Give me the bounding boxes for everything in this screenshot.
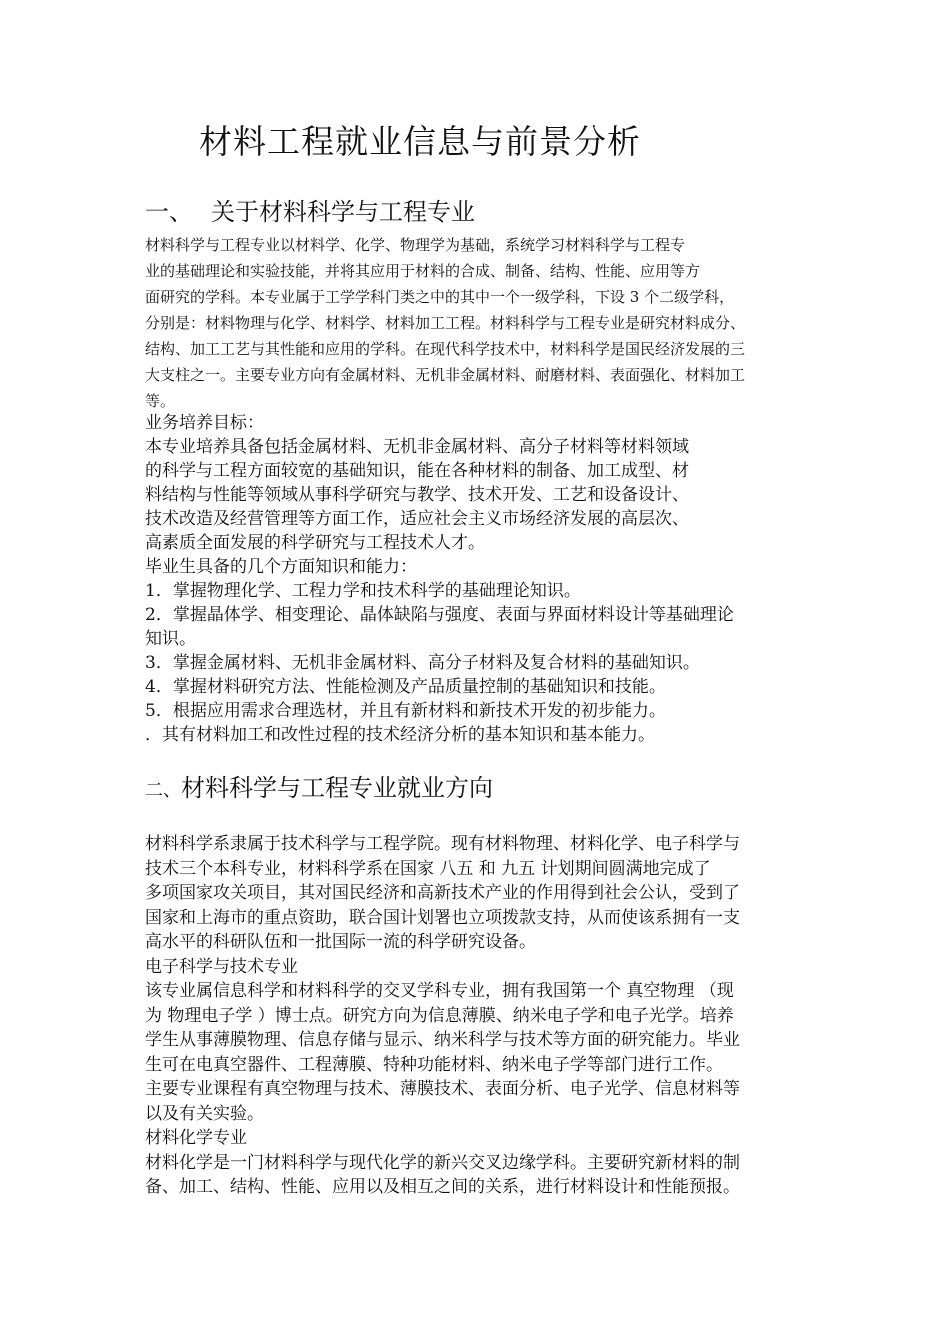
text-line: 该专业属信息科学和材料科学的交叉学科专业，拥有我国第一个 真空物理 （现 [145,981,734,1001]
text-line: 材料化学是一门材料科学与现代化学的新兴交叉边缘学科。主要研究新材料的制 [145,1152,740,1173]
list-item: 知识。 [145,629,196,649]
text-line: 材料科学系隶属于技术科学与工程学院。现有材料物理、材料化学、电子科学与 [145,834,740,854]
section-1-heading [145,192,475,227]
text-line: 材料科学与工程专业以材料学、化学、物理学为基础，系统学习材料科学与工程专 [145,236,686,254]
text-line: 本专业培养具备包括金属材料、无机非金属材料、高分子材料等材料领域 [145,437,689,457]
list-item: ．其有材料加工和改性过程的技术经济分析的基本知识和基本能力。 [145,725,655,745]
text-line: 毕业生具备的几个方面知识和能力： [145,557,417,577]
text-line: 高素质全面发展的科学研究与工程技术人才。 [145,533,485,553]
text-line: 高水平的科研队伍和一批国际一流的科学研究设备。 [145,932,536,952]
text-line: 料结构与性能等领域从事科学研究与教学、技术开发、工艺和设备设计、 [145,485,689,505]
section-2-heading [145,768,493,803]
text-line: 的科学与工程方面较宽的基础知识，能在各种材料的制备、加工成型、材 [145,461,689,481]
text-line: 多项国家攻关项目，其对国民经济和高新技术产业的作用得到社会公认，受到了 [145,883,740,903]
text-line: 分别是：材料物理与化学、材料学、材料加工工程。材料科学与工程专业是研究材料成分、 [145,314,746,332]
list-item: 4．掌握材料研究方法、性能检测及产品质量控制的基础知识和技能。 [145,677,666,697]
subheading-materials-chemistry: 材料化学专业 [145,1128,247,1148]
list-item: 1．掌握物理化学、工程力学和技术科学的基础理论知识。 [145,581,581,601]
subheading-electronic-science: 电子科学与技术专业 [145,956,298,977]
document-title: 材料工程就业信息与前景分析 [199,122,641,161]
training-goals [145,411,825,747]
text-line: 生可在电真空器件、工程薄膜、特种功能材料、纳米电子学等部门进行工作。 [145,1054,723,1075]
text-line: 以及有关实验。 [145,1103,264,1124]
intro-paragraph [145,232,825,414]
section-1-number: 一、 [145,198,193,226]
text-line: 业务培养目标： [145,413,264,433]
employment-paragraph [145,832,825,1200]
text-line: 学生从事薄膜物理、信息存储与显示、纳米科学与技术等方面的研究能力。毕业 [145,1030,740,1050]
section-2-title: 材料科学与工程专业就业方向 [181,774,493,802]
text-line: 为 物理电子学 ）博士点。研究方向为信息薄膜、纳米电子学和电子光学。培养 [145,1005,734,1026]
list-item: 5．根据应用需求合理选材，并且有新材料和新技术开发的初步能力。 [145,701,666,721]
text-line: 大支柱之一。主要专业方向有金属材料、无机非金属材料、耐磨材料、表面强化、材料加工 [145,366,746,384]
list-item: 3．掌握金属材料、无机非金属材料、高分子材料及复合材料的基础知识。 [145,653,700,673]
text-line: 业的基础理论和实验技能，并将其应用于材料的合成、制备、结构、性能、应用等方 [145,262,701,280]
section-1-title: 关于材料科学与工程专业 [211,198,475,226]
text-line: 技术改造及经营管理等方面工作，适应社会主义市场经济发展的高层次、 [145,509,689,529]
text-line: 国家和上海市的重点资助，联合国计划署也立项拨款支持，从而使该系拥有一支 [145,907,740,928]
text-line: 主要专业课程有真空物理与技术、薄膜技术、表面分析、电子光学、信息材料等 [145,1079,740,1099]
text-line: 等。 [145,392,176,410]
text-line: 面研究的学科。本专业属于工学学科门类之中的其中一个一级学科，下设 3 个二级学科， [145,288,735,306]
section-2-number: 二、 [145,780,181,801]
text-line: 备、加工、结构、性能、应用以及相互之间的关系，进行材料设计和性能预报。 [145,1177,740,1197]
text-line: 结构、加工工艺与其性能和应用的学科。在现代科学技术中，材料科学是国民经济发展的三 [145,340,746,358]
list-item: 2．掌握晶体学、相变理论、晶体缺陷与强度、表面与界面材料设计等基础理论 [145,605,734,625]
text-line: 技术三个本科专业，材料科学系在国家 八五 和 九五 计划期间圆满地完成了 [145,858,711,879]
